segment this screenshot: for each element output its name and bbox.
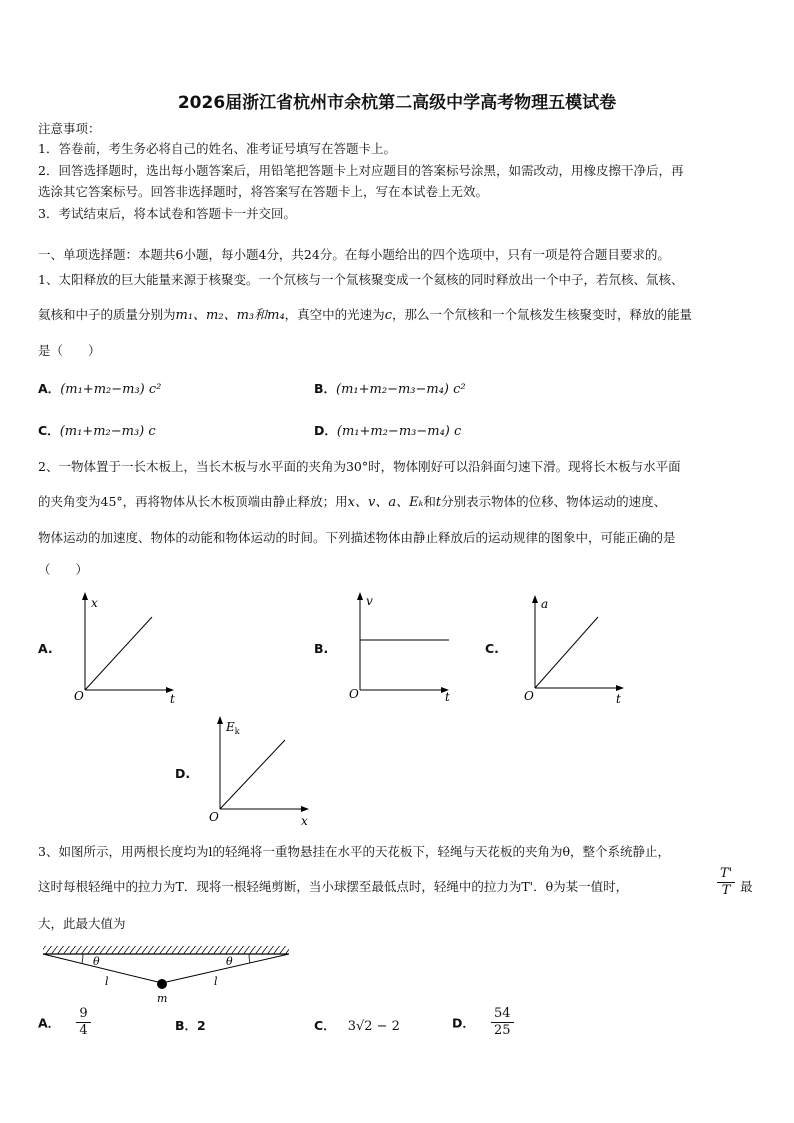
q1-option-d[interactable]: D．(m₁+m₂−m₃−m₄) c: [314, 423, 462, 439]
theta-right: θ: [226, 955, 233, 968]
q1-line2: [38, 307, 692, 324]
q2-option-b-label[interactable]: B.: [314, 641, 329, 656]
ceiling-hatch: [43, 946, 289, 954]
graph-d-xlabel: x: [301, 814, 308, 828]
q2-vars: x、v、a、Eₖ: [347, 495, 424, 510]
q3-option-b[interactable]: B．2: [175, 1018, 206, 1033]
notice-item-2: 2．回答选择题时，选出每小题答案后，用铅笔把答题卡上对应题目的答案标号涂黑，如需改动，用橡皮擦干净后，再: [38, 163, 684, 178]
q2-graph-b: [345, 590, 465, 705]
graph-d-ylabel: $E_k$: [226, 720, 240, 736]
graph-a-xlabel: t: [170, 692, 175, 705]
section-heading: 一、单项选择题：本题共6小题，每小题4分，共24分。在每小题给出的四个选项中，只有一项是符合题目要求的。: [38, 247, 670, 262]
graph-c-ylabel: a: [541, 597, 549, 611]
graph-d-origin: O: [209, 810, 219, 824]
q2-option-a-label[interactable]: A.: [38, 641, 53, 656]
q1-line2b: ，真空中的光速为: [284, 307, 385, 322]
page-title: 2026届浙江省杭州市余杭第二高级中学高考物理五模试卷: [177, 93, 617, 113]
q1-option-b[interactable]: B．(m₁+m₂−m₃−m₄) c²: [314, 381, 466, 397]
q3-line2: 这时每根轻绳中的拉力为T．现将一根轻绳剪断，当小球摆至最低点时，轻绳中的拉力为T'．θ为某一值时，: [38, 879, 629, 894]
q1-c: c: [384, 308, 392, 323]
q2-graph-c: [520, 593, 640, 708]
q2-option-c-label[interactable]: C.: [485, 641, 499, 656]
graph-c-xlabel: t: [616, 692, 621, 706]
q2-option-d-label[interactable]: D.: [175, 766, 191, 781]
q3-ratio-fraction: $\frac{T'}{T}$: [717, 866, 735, 899]
q3-line2-end: 最: [740, 879, 753, 894]
notice-item-3: 3．考试结束后，将本试卷和答题卡一并交回。: [38, 206, 296, 221]
q3-line3: 大，此最大值为: [38, 916, 126, 931]
q2-line2: 的夹角变为45°，再将物体从长木板顶端由静止释放；用x、v、a、Eₖ和t分别表示物体的位移、物体运动的速度、: [38, 494, 667, 510]
q1-line1: 1、太阳释放的巨大能量来源于核聚变。一个氘核与一个氚核聚变成一个氦核的同时释放出一个中子，若氘核、氚核、: [38, 272, 684, 287]
length-right: l: [214, 975, 218, 988]
mass-ball: [157, 979, 167, 989]
q1-option-c[interactable]: C．(m₁+m₂−m₃) c: [38, 423, 156, 439]
q1-option-a[interactable]: A．(m₁+m₂−m₃) c²: [38, 381, 162, 397]
q1-line2a: 氦核和中子的质量分别为: [38, 307, 176, 322]
graph-b-ylabel: v: [366, 594, 373, 608]
notice-item-1: 1．答卷前，考生务必将自己的姓名、准考证号填写在答题卡上。: [38, 141, 396, 156]
q3-option-c[interactable]: C． 3√2 − 2: [314, 1018, 400, 1034]
q1-line2c: ，那么一个氘核和一个氚核发生核聚变时，释放的能量: [391, 307, 692, 322]
graph-a-ylabel: x: [91, 596, 98, 610]
q3-line1: 3、如图所示，用两根长度均为l的轻绳将一重物悬挂在水平的天花板下，轻绳与天花板的夹角为θ，整个系统静止，: [38, 844, 670, 859]
q2-line4: （ ）: [38, 562, 89, 577]
q2-line3: 物体运动的加速度、物体的动能和物体运动的时间。下列描述物体由静止释放后的运动规律的图象中，可能正确的是: [38, 530, 676, 545]
length-left: l: [105, 975, 109, 988]
q2-graph-a: [70, 590, 190, 705]
q3-option-d[interactable]: D． $\frac{54}{25}$: [452, 1006, 514, 1039]
left-rope: [43, 954, 162, 983]
graph-b-origin: O: [349, 687, 359, 701]
q1-line3: 是（ ）: [38, 343, 101, 358]
notice-heading: 注意事项：: [38, 121, 101, 136]
graph-b-xlabel: t: [445, 690, 450, 704]
theta-left: θ: [93, 955, 100, 968]
q2-line1: 2、一物体置于一长木板上，当长木板与水平面的夹角为30°时，物体刚好可以沿斜面匀速下滑。现将长木板与水平面: [38, 459, 681, 474]
graph-c-origin: O: [524, 689, 534, 703]
q3-option-a[interactable]: A． $\frac{9}{4}$: [38, 1006, 91, 1039]
q2-graph-d: [205, 714, 325, 829]
mass-label: m: [157, 992, 168, 1005]
q3-pendulum-figure: [38, 940, 293, 1005]
q1-masses: m₁、m₂、m₃和m₄: [175, 308, 285, 323]
graph-a-origin: O: [74, 689, 84, 703]
notice-item-2-cont: 选涂其它答案标号。回答非选择题时，将答案写在答题卡上，写在本试卷上无效。: [38, 184, 489, 199]
